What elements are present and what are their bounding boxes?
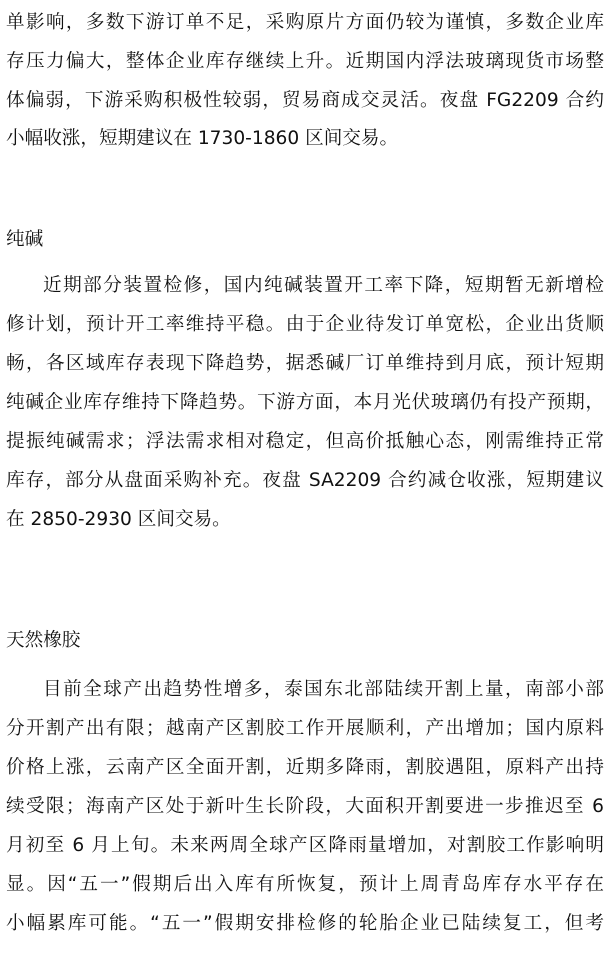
paragraph-line: 存压力偏大，整体企业库存继续上升。近期国内浮法玻璃现货市场整: [6, 51, 604, 72]
section-heading-natural-rubber: 天然橡胶: [6, 630, 81, 651]
paragraph-line: 纯碱企业库存维持下降趋势。下游方面，本月光伏玻璃仍有投产预期，: [6, 392, 604, 413]
paragraph-line: 近期部分装置检修，国内纯碱装置开工率下降，短期暂无新增检: [43, 275, 604, 296]
paragraph-line: 提振纯碱需求；浮法需求相对稳定，但高价抵触心态，刚需维持正常: [6, 431, 604, 452]
paragraph-line: 库存，部分从盘面采购补充。夜盘 SA2209 合约减仓收涨，短期建议: [6, 470, 604, 491]
paragraph-line: 单影响，多数下游订单不足，采购原片方面仍较为谨慎，多数企业库: [6, 12, 604, 33]
paragraph-line: 修计划，预计开工率维持平稳。由于企业待发订单宽松，企业出货顺: [6, 314, 604, 335]
paragraph-line: 小幅收涨，短期建议在 1730-1860 区间交易。: [6, 128, 399, 149]
paragraph-line: 分开割产出有限；越南产区割胶工作开展顺利，产出增加；国内原料: [6, 718, 604, 739]
paragraph-line: 体偏弱，下游采购积极性较弱，贸易商成交灵活。夜盘 FG2209 合约: [6, 90, 604, 111]
paragraph-line: 价格上涨，云南产区全面开割，近期多降雨，割胶遇阻，原料产出持: [6, 757, 604, 778]
paragraph-line: 畅，各区域库存表现下降趋势，据悉碱厂订单维持到月底，预计短期: [6, 353, 604, 374]
paragraph-line: 在 2850-2930 区间交易。: [6, 509, 231, 530]
section-heading-soda-ash: 纯碱: [6, 229, 44, 250]
paragraph-line: 续受限；海南产区处于新叶生长阶段，大面积开割要进一步推迟至 6: [6, 796, 604, 817]
paragraph-line: 月初至 6 月上旬。未来两周全球产区降雨量增加，对割胶工作影响明: [6, 835, 604, 856]
paragraph-line: 目前全球产出趋势性增多，泰国东北部陆续开割上量，南部小部: [43, 679, 604, 700]
paragraph-line: 小幅累库可能。“五一”假期安排检修的轮胎企业已陆续复工，但考: [6, 913, 604, 934]
paragraph-line: 显。因“五一”假期后出入库有所恢复，预计上周青岛库存水平存在: [6, 874, 604, 895]
